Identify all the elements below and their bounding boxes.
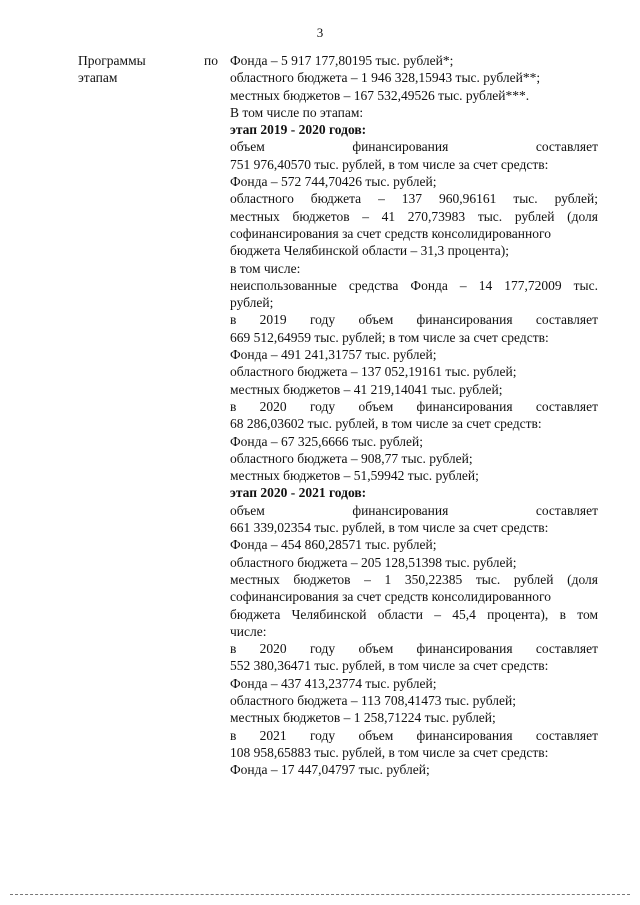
text-line: Фонда – 67 325,6666 тыс. рублей;: [230, 433, 423, 449]
text-line: объем финансирования составляет: [230, 139, 598, 155]
page-number: 3: [316, 25, 324, 40]
text-line: софинансирования за счет средств консолидированного: [230, 225, 551, 241]
row-label: [78, 52, 218, 86]
text-line: бюджета Челябинской области – 31,3 процента);: [230, 243, 510, 259]
text-line: местных бюджетов – 41 219,14041 тыс. рублей;: [230, 381, 503, 397]
text-line: софинансирования за счет средств консолидированного: [230, 589, 551, 605]
text-line: в 2020 году объем финансирования составляет: [230, 641, 598, 657]
text-line: Фонда – 5 917 177,80195 тыс. рублей*;: [230, 53, 454, 68]
stage-heading: этап 2019 - 2020 годов:: [230, 122, 367, 138]
text-line: 661 339,02354 тыс. рублей, в том числе за счет средств:: [230, 520, 549, 536]
text-line: областного бюджета – 1 946 328,15943 тыс. рублей**;: [230, 70, 541, 86]
label-programmy: Программы: [78, 53, 146, 68]
text-line: местных бюджетов – 1 258,71224 тыс. рублей;: [230, 710, 496, 726]
funding-text: [230, 52, 598, 778]
text-line: 108 958,65883 тыс. рублей, в том числе за счет средств:: [230, 744, 549, 760]
text-line: бюджета Челябинской области – 45,4 процента), в том: [230, 606, 598, 622]
label-po: по: [204, 53, 218, 68]
text-line: 68 286,03602 тыс. рублей, в том числе за счет средств:: [230, 416, 542, 432]
text-line: рублей;: [230, 295, 274, 311]
text-line: областного бюджета – 908,77 тыс. рублей;: [230, 450, 473, 466]
text-line: местных бюджетов – 51,59942 тыс. рублей;: [230, 468, 479, 484]
text-line: 669 512,64959 тыс. рублей; в том числе за счет средств:: [230, 329, 549, 345]
page-bottom-divider: [10, 894, 630, 895]
text-line: в 2020 году объем финансирования составляет: [230, 398, 598, 414]
text-line: Фонда – 491 241,31757 тыс. рублей;: [230, 347, 437, 363]
text-line: в 2019 году объем финансирования составляет: [230, 312, 598, 328]
text-line: областного бюджета – 137 960,96161 тыс. рублей;: [230, 191, 598, 207]
text-line: Фонда – 454 860,28571 тыс. рублей;: [230, 537, 437, 553]
text-line: числе:: [230, 623, 267, 639]
stage-heading: этап 2020 - 2021 годов:: [230, 485, 367, 501]
text-line: местных бюджетов – 1 350,22385 тыс. рублей (доля: [230, 571, 598, 587]
text-line: местных бюджетов – 167 532,49526 тыс. рублей***.: [230, 87, 530, 103]
text-line: неиспользованные средства Фонда – 14 177,72009 тыс.: [230, 277, 598, 293]
text-line: Фонда – 437 413,23774 тыс. рублей;: [230, 675, 437, 691]
text-line: объем финансирования составляет: [230, 502, 598, 518]
text-line: 751 976,40570 тыс. рублей, в том числе за счет средств:: [230, 156, 549, 172]
text-line: в 2021 году объем финансирования составляет: [230, 727, 598, 743]
label-etapam: этапам: [78, 70, 118, 85]
text-line: 552 380,36471 тыс. рублей, в том числе за счет средств:: [230, 658, 549, 674]
text-line: областного бюджета – 137 052,19161 тыс. рублей;: [230, 364, 517, 380]
text-line: Фонда – 572 744,70426 тыс. рублей;: [230, 174, 437, 190]
text-line: областного бюджета – 113 708,41473 тыс. рублей;: [230, 692, 517, 708]
text-line: местных бюджетов – 41 270,73983 тыс. рублей (доля: [230, 208, 598, 224]
text-line: в том числе:: [230, 260, 301, 276]
text-line: областного бюджета – 205 128,51398 тыс. рублей;: [230, 554, 517, 570]
text-line: В том числе по этапам:: [230, 104, 364, 120]
text-line: Фонда – 17 447,04797 тыс. рублей;: [230, 762, 430, 778]
